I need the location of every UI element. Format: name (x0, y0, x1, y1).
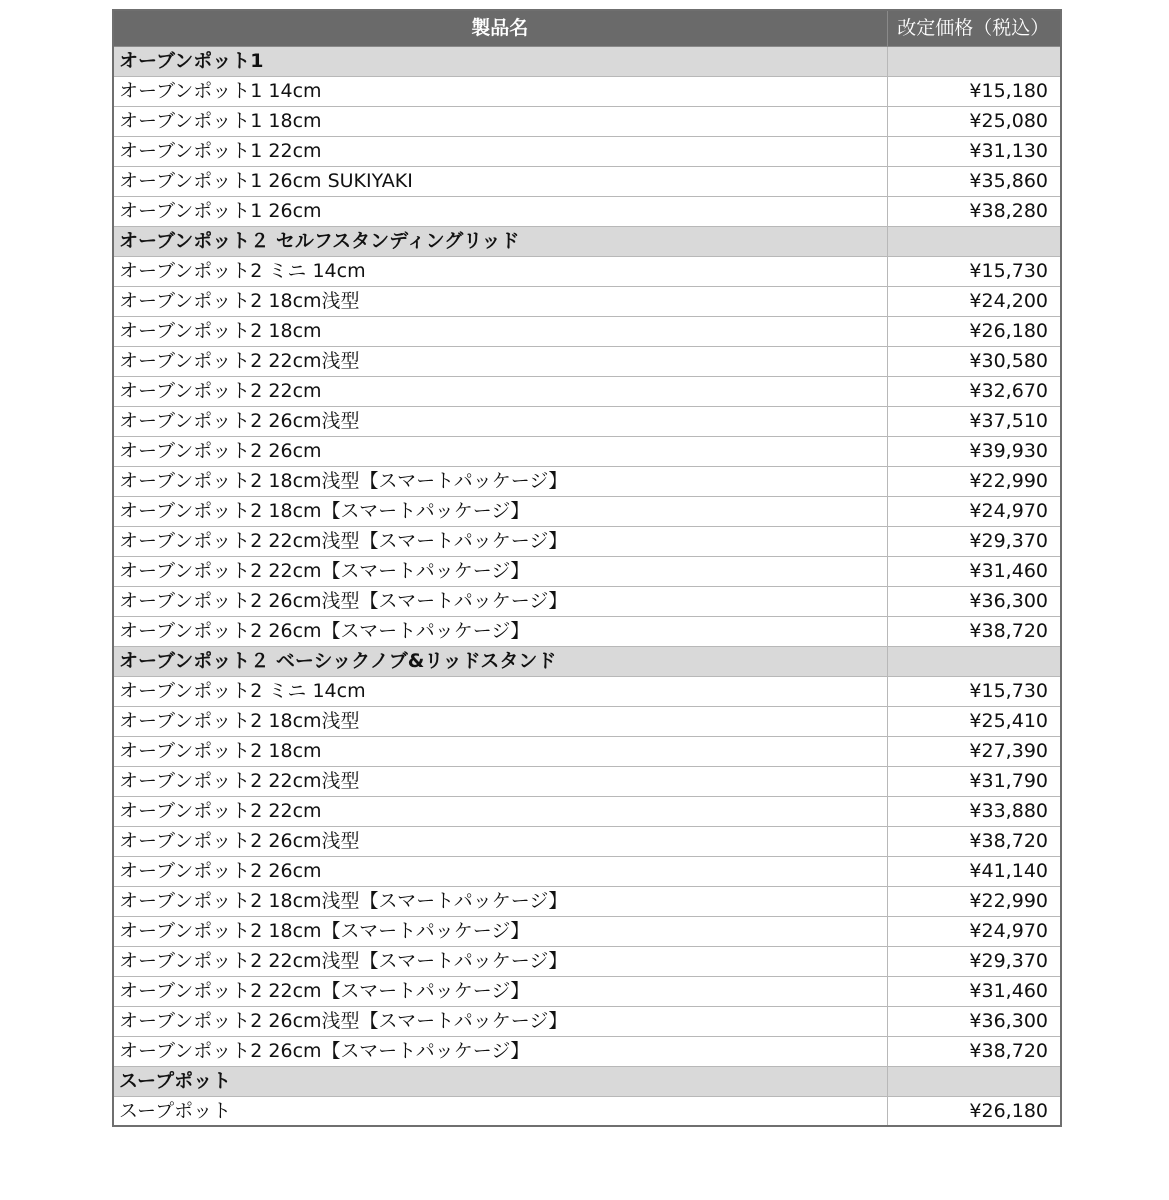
product-price: ¥33,880 (887, 796, 1061, 826)
product-price: ¥25,410 (887, 706, 1061, 736)
product-name: オーブンポット2 22cm浅型 (113, 346, 887, 376)
table-row (113, 976, 1061, 1006)
product-name: オーブンポット2 18cm (113, 736, 887, 766)
product-price: ¥30,580 (887, 346, 1061, 376)
section-price-cell (887, 226, 1061, 256)
table-row (113, 586, 1061, 616)
table-row (113, 406, 1061, 436)
product-name: オーブンポット2 18cm浅型 (113, 286, 887, 316)
product-name: オーブンポット2 26cm浅型 (113, 406, 887, 436)
product-name: オーブンポット2 22cm【スマートパッケージ】 (113, 976, 887, 1006)
product-name: オーブンポット2 22cm浅型【スマートパッケージ】 (113, 526, 887, 556)
table-row (113, 706, 1061, 736)
price-header: 改定価格（税込） (887, 10, 1061, 46)
product-price: ¥32,670 (887, 376, 1061, 406)
product-name: オーブンポット2 18cm浅型【スマートパッケージ】 (113, 466, 887, 496)
product-name: オーブンポット2 18cm【スマートパッケージ】 (113, 496, 887, 526)
table-row (113, 136, 1061, 166)
product-name: オーブンポット1 26cm SUKIYAKI (113, 166, 887, 196)
table-row (113, 436, 1061, 466)
section-row (113, 46, 1061, 76)
section-row (113, 646, 1061, 676)
table-row (113, 676, 1061, 706)
product-name: オーブンポット2 22cm (113, 376, 887, 406)
product-price: ¥29,370 (887, 526, 1061, 556)
table-row (113, 376, 1061, 406)
section-title: オーブンポット２ セルフスタンディングリッド (113, 226, 887, 256)
product-price: ¥31,790 (887, 766, 1061, 796)
table-row (113, 856, 1061, 886)
product-name: オーブンポット2 26cm浅型 (113, 826, 887, 856)
product-price: ¥31,460 (887, 556, 1061, 586)
product-name-header: 製品名 (113, 10, 887, 46)
product-name: オーブンポット2 26cm (113, 856, 887, 886)
table-row (113, 946, 1061, 976)
table-row (113, 1006, 1061, 1036)
table-row (113, 76, 1061, 106)
product-price: ¥24,970 (887, 496, 1061, 526)
section-title: オーブンポット1 (113, 46, 887, 76)
price-table (112, 9, 1062, 1127)
product-name: オーブンポット1 22cm (113, 136, 887, 166)
product-price: ¥31,460 (887, 976, 1061, 1006)
table-row (113, 1036, 1061, 1066)
product-name: オーブンポット2 26cm (113, 436, 887, 466)
product-price: ¥15,730 (887, 676, 1061, 706)
product-name: オーブンポット1 18cm (113, 106, 887, 136)
product-name: オーブンポット2 18cm浅型【スマートパッケージ】 (113, 886, 887, 916)
product-price: ¥22,990 (887, 466, 1061, 496)
table-row (113, 496, 1061, 526)
product-price: ¥38,720 (887, 616, 1061, 646)
product-price: ¥27,390 (887, 736, 1061, 766)
product-price: ¥15,180 (887, 76, 1061, 106)
product-price: ¥22,990 (887, 886, 1061, 916)
table-body (113, 46, 1061, 1126)
table-row (113, 556, 1061, 586)
product-name: オーブンポット2 18cm【スマートパッケージ】 (113, 916, 887, 946)
table-row (113, 466, 1061, 496)
product-price: ¥24,970 (887, 916, 1061, 946)
table-row (113, 286, 1061, 316)
table-row (113, 166, 1061, 196)
table-row (113, 106, 1061, 136)
table-row (113, 766, 1061, 796)
product-name: オーブンポット2 22cm (113, 796, 887, 826)
product-price: ¥24,200 (887, 286, 1061, 316)
table-row (113, 916, 1061, 946)
product-price: ¥36,300 (887, 1006, 1061, 1036)
table-row (113, 256, 1061, 286)
product-price: ¥29,370 (887, 946, 1061, 976)
product-price: ¥38,720 (887, 826, 1061, 856)
section-row (113, 226, 1061, 256)
product-price: ¥26,180 (887, 316, 1061, 346)
product-price: ¥31,130 (887, 136, 1061, 166)
table-row (113, 346, 1061, 376)
product-price: ¥38,720 (887, 1036, 1061, 1066)
product-price: ¥25,080 (887, 106, 1061, 136)
product-name: オーブンポット1 26cm (113, 196, 887, 226)
table-row (113, 316, 1061, 346)
product-price: ¥41,140 (887, 856, 1061, 886)
product-name: オーブンポット2 26cm浅型【スマートパッケージ】 (113, 586, 887, 616)
table-row (113, 196, 1061, 226)
product-name: オーブンポット2 22cm浅型 (113, 766, 887, 796)
product-price: ¥39,930 (887, 436, 1061, 466)
product-name: オーブンポット2 26cm【スマートパッケージ】 (113, 1036, 887, 1066)
table-row (113, 616, 1061, 646)
product-name: オーブンポット2 22cm浅型【スマートパッケージ】 (113, 946, 887, 976)
product-name: オーブンポット2 18cm (113, 316, 887, 346)
product-name: スープポット (113, 1096, 887, 1126)
product-name: オーブンポット2 22cm【スマートパッケージ】 (113, 556, 887, 586)
table-row (113, 736, 1061, 766)
section-title: オーブンポット２ ベーシックノブ&リッドスタンド (113, 646, 887, 676)
section-price-cell (887, 1066, 1061, 1096)
product-price: ¥15,730 (887, 256, 1061, 286)
header-row (113, 10, 1061, 46)
product-price: ¥38,280 (887, 196, 1061, 226)
table-header (113, 10, 1061, 46)
section-row (113, 1066, 1061, 1096)
product-name: オーブンポット2 26cm【スマートパッケージ】 (113, 616, 887, 646)
product-price: ¥26,180 (887, 1096, 1061, 1126)
section-price-cell (887, 646, 1061, 676)
product-name: オーブンポット2 ミニ 14cm (113, 256, 887, 286)
table-row (113, 1096, 1061, 1126)
product-price: ¥36,300 (887, 586, 1061, 616)
product-name: オーブンポット2 26cm浅型【スマートパッケージ】 (113, 1006, 887, 1036)
section-price-cell (887, 46, 1061, 76)
product-name: オーブンポット1 14cm (113, 76, 887, 106)
table-row (113, 826, 1061, 856)
product-price: ¥35,860 (887, 166, 1061, 196)
product-price: ¥37,510 (887, 406, 1061, 436)
product-name: オーブンポット2 ミニ 14cm (113, 676, 887, 706)
table-row (113, 796, 1061, 826)
table-row (113, 526, 1061, 556)
table-row (113, 886, 1061, 916)
product-name: オーブンポット2 18cm浅型 (113, 706, 887, 736)
section-title: スープポット (113, 1066, 887, 1096)
